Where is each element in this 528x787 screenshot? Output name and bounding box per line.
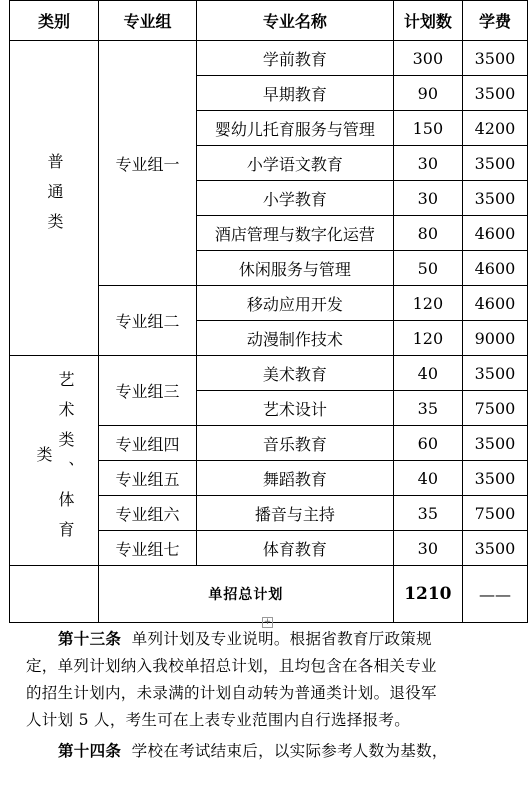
- plan-cell: 50: [393, 251, 462, 286]
- article-14-text: 学校在考试结束后，以实际参考人数为基数，: [131, 742, 448, 760]
- group-cell: 专业组五: [99, 461, 197, 496]
- table-row: [10, 356, 528, 391]
- article-13-line4: 人计划 5 人，考生可在上表专业范围内自行选择报考。: [26, 711, 411, 729]
- plan-cell: 40: [393, 461, 462, 496]
- major-cell: 艺术设计: [197, 391, 394, 426]
- plan-cell: 150: [393, 111, 462, 146]
- major-cell: 音乐教育: [197, 426, 394, 461]
- plan-cell: 120: [393, 321, 462, 356]
- fee-cell: 3500: [462, 76, 527, 111]
- plan-cell: 30: [393, 181, 462, 216]
- major-cell: 休闲服务与管理: [197, 251, 394, 286]
- plan-cell: 40: [393, 356, 462, 391]
- table-header-row: [10, 1, 528, 41]
- fee-cell: 7500: [462, 391, 527, 426]
- article-14-line1: [26, 738, 508, 764]
- total-plan: 1210: [393, 566, 462, 623]
- plan-cell: 35: [393, 391, 462, 426]
- fee-cell: 3500: [462, 426, 527, 461]
- group-cell: 专业组三: [99, 356, 197, 426]
- major-cell: 学前教育: [197, 41, 394, 76]
- fee-cell: 3500: [462, 461, 527, 496]
- category-general: 普通类: [10, 41, 99, 356]
- plan-cell: 120: [393, 286, 462, 321]
- group-cell: 专业组一: [99, 41, 197, 286]
- category-art-sport: 艺术类、体育类: [10, 356, 99, 566]
- plan-cell: 90: [393, 76, 462, 111]
- total-row: [10, 566, 528, 623]
- major-cell: 小学教育: [197, 181, 394, 216]
- fee-cell: 3500: [462, 356, 527, 391]
- table-row: [10, 41, 528, 76]
- major-cell: 移动应用开发: [197, 286, 394, 321]
- plan-cell: 30: [393, 146, 462, 181]
- article-13-line2: 定，单列计划纳入我校单招总计划，且均包含在各相关专业: [26, 657, 437, 675]
- header-major: 专业名称: [197, 1, 394, 41]
- article-13-line1: [26, 626, 508, 652]
- major-cell: 播音与主持: [197, 496, 394, 531]
- article-13-title: 第十三条: [58, 629, 122, 648]
- enrollment-plan-table: [9, 0, 528, 623]
- fee-cell: 9000: [462, 321, 527, 356]
- major-cell: 早期教育: [197, 76, 394, 111]
- fee-cell: 3500: [462, 531, 527, 566]
- article-14-title: 第十四条: [58, 741, 122, 760]
- plan-cell: 30: [393, 531, 462, 566]
- total-fee: ——: [462, 566, 527, 623]
- total-blank-cell: [10, 566, 99, 623]
- plan-cell: 80: [393, 216, 462, 251]
- header-category: 类别: [10, 1, 99, 41]
- plan-cell: 60: [393, 426, 462, 461]
- fee-cell: 4600: [462, 286, 527, 321]
- group-cell: 专业组二: [99, 286, 197, 356]
- article-13-text: 单列计划及专业说明。根据省教育厅政策规: [131, 630, 432, 648]
- major-cell: 美术教育: [197, 356, 394, 391]
- major-cell: 婴幼儿托育服务与管理: [197, 111, 394, 146]
- table-move-handle-icon[interactable]: +: [263, 617, 272, 627]
- fee-cell: 3500: [462, 146, 527, 181]
- fee-cell: 3500: [462, 41, 527, 76]
- header-plan: 计划数: [393, 1, 462, 41]
- plan-cell: 300: [393, 41, 462, 76]
- major-cell: 舞蹈教育: [197, 461, 394, 496]
- fee-cell: 7500: [462, 496, 527, 531]
- major-cell: 动漫制作技术: [197, 321, 394, 356]
- header-fee: 学费: [462, 1, 527, 41]
- major-cell: 小学语文教育: [197, 146, 394, 181]
- fee-cell: 4200: [462, 111, 527, 146]
- group-cell: 专业组四: [99, 426, 197, 461]
- header-group: 专业组: [99, 1, 197, 41]
- fee-cell: 4600: [462, 251, 527, 286]
- major-cell: 酒店管理与数字化运营: [197, 216, 394, 251]
- group-cell: 专业组六: [99, 496, 197, 531]
- fee-cell: 3500: [462, 181, 527, 216]
- major-cell: 体育教育: [197, 531, 394, 566]
- fee-cell: 4600: [462, 216, 527, 251]
- article-13-line3: 的招生计划内，未录满的计划自动转为普通类计划。退役军: [26, 684, 437, 702]
- total-label: 单招总计划: [99, 566, 394, 623]
- group-cell: 专业组七: [99, 531, 197, 566]
- plan-cell: 35: [393, 496, 462, 531]
